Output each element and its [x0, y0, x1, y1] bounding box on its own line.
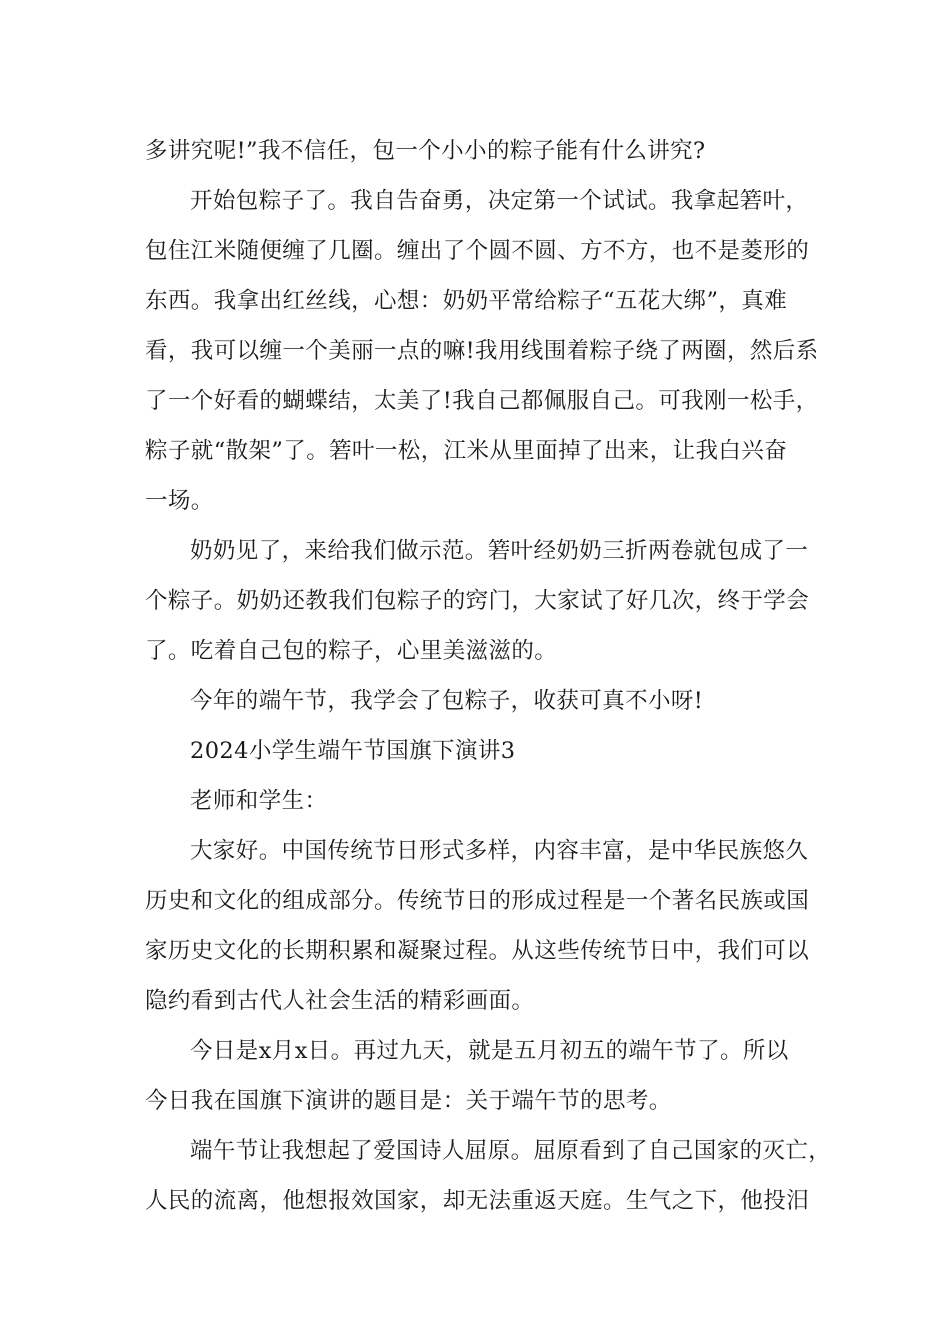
text-line: 今日我在国旗下演讲的题目是：关于端午节的思考。	[145, 1088, 672, 1114]
text-line: 开始包粽子了。我自告奋勇，决定第一个试试。我拿起箬叶，	[190, 188, 809, 214]
text-line: 历史和文化的组成部分。传统节日的形成过程是一个著名民族或国	[145, 888, 810, 914]
text-line: 了一个好看的蝴蝶结，太美了!我自己都佩服自己。可我刚一松手，	[145, 388, 819, 414]
text-line: 人民的流离，他想报效国家，却无法重返天庭。生气之下，他投汨	[145, 1188, 810, 1214]
text-line: 个粽子。奶奶还教我们包粽子的窍门，大家试了好几次，终于学会	[145, 588, 810, 614]
text-line: 包住江米随便缠了几圈。缠出了个圆不圆、方不方，也不是菱形的	[145, 238, 810, 264]
text-line: 端午节让我想起了爱国诗人屈原。屈原看到了自己国家的灭亡，	[190, 1138, 832, 1164]
text-line: 多讲究呢!”我不信任，包一个小小的粽子能有什么讲究?	[145, 138, 706, 164]
text-line: 隐约看到古代人社会生活的精彩画面。	[145, 988, 535, 1014]
text-line: 今年的端午节，我学会了包粽子，收获可真不小呀!	[190, 688, 704, 714]
text-line: 看，我可以缠一个美丽一点的嘛!我用线围着粽子绕了两圈，然后系	[145, 338, 819, 364]
text-line: 了。吃着自己包的粽子，心里美滋滋的。	[145, 638, 558, 664]
section-heading: 2024小学生端午节国旗下演讲3	[190, 738, 516, 764]
text-line: 一场。	[145, 488, 214, 514]
text-line: 奶奶见了，来给我们做示范。箬叶经奶奶三折两卷就包成了一	[190, 538, 809, 564]
text-line: 家历史文化的长期积累和凝聚过程。从这些传统节日中，我们可以	[145, 938, 810, 964]
text-line: 今日是x月x日。再过九天，就是五月初五的端午节了。所以	[190, 1038, 789, 1064]
text-line: 粽子就“散架”了。箬叶一松，江米从里面掉了出来，让我白兴奋	[145, 438, 788, 464]
salutation: 老师和学生：	[190, 788, 328, 814]
text-line: 东西。我拿出红丝线，心想：奶奶平常给粽子“五花大绑”，真难	[145, 288, 788, 314]
text-line: 大家好。中国传统节日形式多样，内容丰富，是中华民族悠久	[190, 838, 809, 864]
